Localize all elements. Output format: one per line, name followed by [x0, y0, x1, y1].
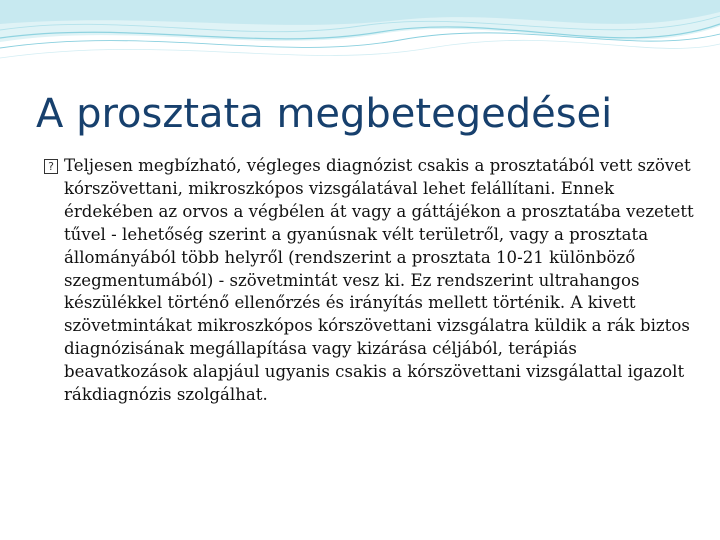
body-text [44, 155, 694, 407]
slide-title: A prosztata megbetegedései [36, 91, 613, 137]
bullet-paragraph [44, 155, 694, 407]
missing-glyph-bullet-icon: ? [44, 159, 58, 174]
paragraph-text: Teljesen megbízható, végleges diagnózist csakis a prosztatából vett szövet kórszövettani, mikroszkópos vizsgálatával lehet felállítani. Ennek érdekében az orvos a végbélen át vagy a gáttájékon a prosztatába vezetett tűvel - lehetőség szerint a gyanúsnak vélt területről, vagy a prosztata állományából több helyről (rendszerint a prosztata 10-21 különböző szegmentumából) - szövetmintát vesz ki. Ez rendszerint ultrahangos készülékkel történő ellenőrzés és irányítás mellett történik. A kivett szövetmintákat mikroszkópos kórszövettani vizsgálatra küldik a rák biztos diagnózisának megállapítása vagy kizárása céljából, terápiás beavatkozások alapjául ugyanis csakis a kórszövettani vizsgálattal igazolt rákdiagnózis szolgálhat. [64, 156, 694, 405]
wave-line-4 [0, 40, 720, 58]
